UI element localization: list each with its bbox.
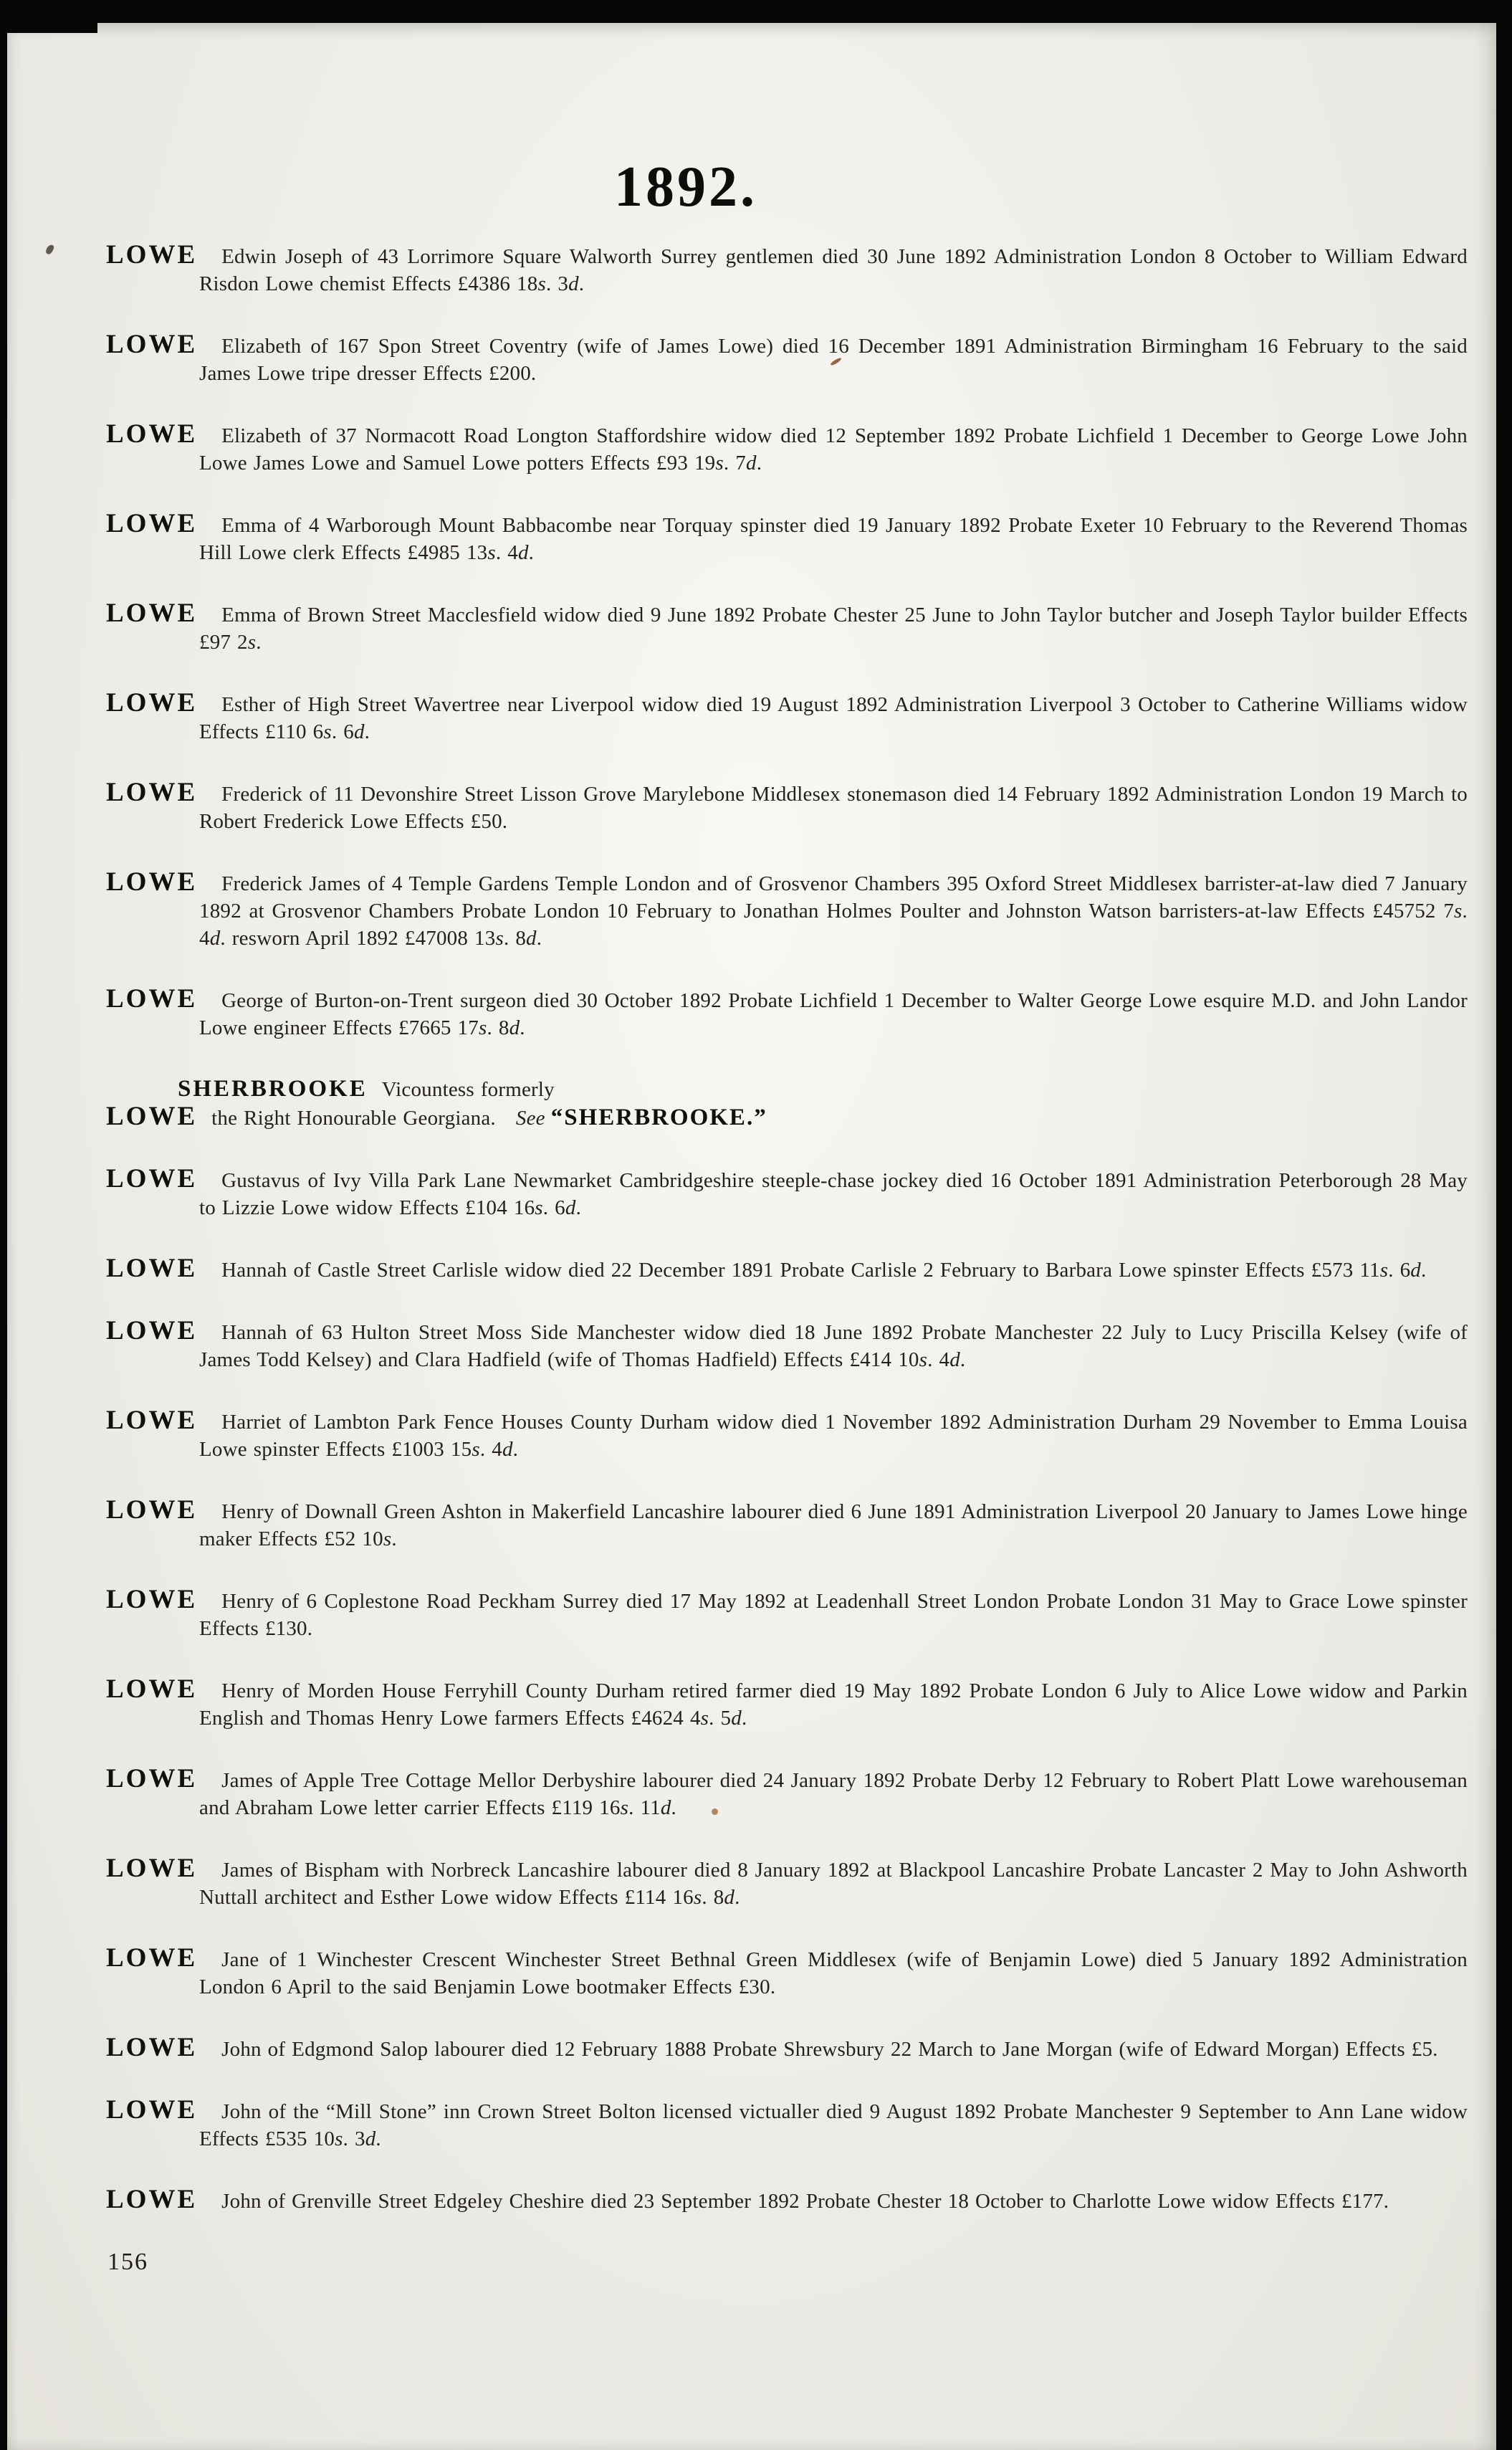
probate-entry bbox=[106, 1945, 1468, 2001]
probate-entry bbox=[106, 1586, 1468, 1642]
entry-text: Vicountess formerly bbox=[381, 1078, 555, 1101]
surname-headword: LOWE bbox=[106, 867, 198, 897]
entry-text: Hannah of 63 Hulton Street Moss Side Manchester widow died 18 June 1892 Probate Manchester 22 July to Lucy Priscilla Kelsey (wife of James Todd Kelsey) and Clara Hadfield (wife of Thomas Hadfield) Effects £414 10s. 4d. bbox=[199, 1321, 1468, 1371]
entry-text: Frederick of 11 Devonshire Street Lisson Grove Marylebone Middlesex stonemason died 14 February 1892 Administration London 19 March to Robert Frederick Lowe Effects £50. bbox=[199, 783, 1468, 833]
entry-text: Emma of 4 Warborough Mount Babbacombe near Torquay spinster died 19 January 1892 Probate Exeter 10 February to the Reverend Thomas Hill Lowe clerk Effects £4985 13s. 4d. bbox=[199, 514, 1468, 564]
surname-headword: LOWE bbox=[106, 240, 198, 270]
see-label: See bbox=[515, 1107, 545, 1130]
probate-entry bbox=[106, 2097, 1468, 2153]
page-number: 156 bbox=[107, 2249, 148, 2275]
surname-headword: LOWE bbox=[106, 330, 198, 359]
probate-entry bbox=[106, 2034, 1468, 2063]
probate-entry bbox=[106, 421, 1468, 477]
entry-text: Henry of 6 Coplestone Road Peckham Surrey died 17 May 1892 at Leadenhall Street London Probate London 31 May to Grace Lowe spinster Effects £130. bbox=[199, 1590, 1468, 1640]
probate-entry bbox=[106, 1255, 1468, 1284]
probate-entry bbox=[106, 986, 1468, 1042]
surname-headword: LOWE bbox=[106, 1585, 198, 1614]
ink-speck bbox=[712, 1808, 718, 1815]
entry-text: Henry of Morden House Ferryhill County Durham retired farmer died 19 May 1892 Probate London 6 July to Alice Lowe widow and Parkin English and Thomas Henry Lowe farmers Effects £4624 4s. 5d. bbox=[199, 1679, 1468, 1730]
surname-headword: LOWE bbox=[106, 599, 198, 628]
probate-entry bbox=[106, 869, 1468, 952]
surname-headword: LOWE bbox=[106, 1102, 198, 1131]
probate-entry bbox=[106, 1676, 1468, 1732]
entry-text: George of Burton-on-Trent surgeon died 30 October 1892 Probate Lichfield 1 December to Walter George Lowe esquire M.D. and John Landor Lowe engineer Effects £7665 17s. 8d. bbox=[199, 989, 1468, 1039]
probate-entry bbox=[106, 1166, 1468, 1221]
surname-headword: LOWE bbox=[106, 2185, 198, 2214]
entry-text: Gustavus of Ivy Villa Park Lane Newmarket Cambridgeshire steeple-chase jockey died 16 October 1891 Administration Peterborough 28 May to Lizzie Lowe widow Effects £104 16s. 6d. bbox=[199, 1169, 1468, 1219]
entries-list bbox=[7, 242, 1496, 2215]
entry-text: Elizabeth of 37 Normacott Road Longton Staffordshire widow died 12 September 1892 Probate Lichfield 1 December to George Lowe John Lowe James Lowe and Samuel Lowe potters Effects £93 19s. 7d. bbox=[199, 424, 1468, 475]
paper bbox=[7, 23, 1496, 2450]
entry-text: John of Grenville Street Edgeley Cheshire died 23 September 1892 Probate Chester 18 October to Charlotte Lowe widow Effects £177. bbox=[221, 2190, 1389, 2213]
page-title: 1892. bbox=[614, 156, 757, 219]
entry-text: Hannah of Castle Street Carlisle widow died 22 December 1891 Probate Carlisle 2 February to Barbara Lowe spinster Effects £573 11s. 6d. bbox=[221, 1259, 1427, 1282]
surname-headword: LOWE bbox=[106, 1674, 198, 1704]
entry-text: Elizabeth of 167 Spon Street Coventry (wife of James Lowe) died 16 December 1891 Administration Birmingham 16 February to the said James Lowe tripe dresser Effects £200. bbox=[199, 335, 1468, 385]
entry-text: James of Bispham with Norbreck Lancashire labourer died 8 January 1892 at Blackpool Lancashire Probate Lancaster 2 May to John Ashworth Nuttall architect and Esther Lowe widow Effects £114 16s. 8d. bbox=[199, 1859, 1468, 1909]
probate-entry bbox=[106, 1765, 1468, 1821]
probate-entry bbox=[106, 510, 1468, 566]
surname-headword: LOWE bbox=[106, 1164, 198, 1193]
surname-headword: LOWE bbox=[106, 1316, 198, 1345]
surname-headword: LOWE bbox=[106, 778, 198, 807]
entry-text: John of Edgmond Salop labourer died 12 February 1888 Probate Shrewsbury 22 March to Jane Morgan (wife of Edward Morgan) Effects £5. bbox=[221, 2038, 1438, 2061]
entry-text: Jane of 1 Winchester Crescent Winchester Street Bethnal Green Middlesex (wife of Benjamin Lowe) died 5 January 1892 Administration London 6 April to the said Benjamin Lowe bootmaker Effects £30. bbox=[199, 1948, 1468, 1998]
surname-headword: LOWE bbox=[106, 688, 198, 718]
entry-text: John of the “Mill Stone” inn Crown Street Bolton licensed victualler died 9 August 1892 Probate Manchester 9 September to Ann Lane widow Effects £535 10s. 3d. bbox=[199, 2100, 1468, 2150]
probate-entry bbox=[106, 600, 1468, 656]
surname-headword: LOWE bbox=[106, 1254, 198, 1283]
probate-entry bbox=[106, 1855, 1468, 1911]
probate-entry bbox=[106, 2186, 1468, 2215]
entry-text: the Right Honourable Georgiana. bbox=[211, 1107, 496, 1130]
surname-headword: SHERBROOKE bbox=[178, 1076, 368, 1102]
see-reference: “SHERBROOKE.” bbox=[550, 1105, 767, 1130]
entry-text: Frederick James of 4 Temple Gardens Temple London and of Grosvenor Chambers 395 Oxford Street Middlesex barrister-at-law died 7 January 1892 at Grosvenor Chambers Probate London 10 February to Jonathan Holmes Poulter and Johnston Watson barristers-at-law Effects £45752 7s. 4d. resworn April 1892 £47008 13s. 8d. bbox=[199, 872, 1468, 950]
scan-edge-artifact bbox=[0, 0, 97, 33]
surname-headword: LOWE bbox=[106, 1406, 198, 1435]
entry-text: Edwin Joseph of 43 Lorrimore Square Walworth Surrey gentlemen died 30 June 1892 Administration London 8 October to William Edward Risdon Lowe chemist Effects £4386 18s. 3d. bbox=[199, 245, 1468, 295]
xref-former-title bbox=[178, 1078, 555, 1101]
surname-headword: LOWE bbox=[106, 509, 198, 538]
surname-headword: LOWE bbox=[106, 2033, 198, 2062]
surname-headword: LOWE bbox=[106, 1495, 198, 1525]
probate-entry bbox=[106, 779, 1468, 835]
surname-headword: LOWE bbox=[106, 1764, 198, 1793]
cross-reference-entry bbox=[106, 1075, 1468, 1132]
surname-headword: LOWE bbox=[106, 1854, 198, 1883]
probate-entry bbox=[106, 690, 1468, 745]
entry-text: Esther of High Street Wavertree near Liverpool widow died 19 August 1892 Administration Liverpool 3 October to Catherine Williams widow Effects £110 6s. 6d. bbox=[199, 693, 1468, 743]
surname-headword: LOWE bbox=[106, 1943, 198, 1973]
entry-text: Harriet of Lambton Park Fence Houses County Durham widow died 1 November 1892 Administration Durham 29 November to Emma Louisa Lowe spinster Effects £1003 15s. 4d. bbox=[199, 1411, 1468, 1461]
probate-entry bbox=[106, 242, 1468, 297]
probate-entry bbox=[106, 1317, 1468, 1373]
entry-text: Emma of Brown Street Macclesfield widow died 9 June 1892 Probate Chester 25 June to John Taylor butcher and Joseph Taylor builder Effects £97 2s. bbox=[199, 604, 1468, 654]
surname-headword: LOWE bbox=[106, 984, 198, 1014]
surname-headword: LOWE bbox=[106, 419, 198, 449]
entry-text: James of Apple Tree Cottage Mellor Derbyshire labourer died 24 January 1892 Probate Derby 12 February to Robert Platt Lowe warehouseman and Abraham Lowe letter carrier Effects £119 16s. 11d. bbox=[199, 1769, 1468, 1819]
probate-entry bbox=[106, 1497, 1468, 1553]
probate-entry bbox=[106, 1407, 1468, 1463]
entry-text: Henry of Downall Green Ashton in Makerfield Lancashire labourer died 6 June 1891 Administration Liverpool 20 January to James Lowe hinge maker Effects £52 10s. bbox=[199, 1500, 1468, 1550]
probate-entry bbox=[106, 331, 1468, 387]
surname-headword: LOWE bbox=[106, 2095, 198, 2125]
